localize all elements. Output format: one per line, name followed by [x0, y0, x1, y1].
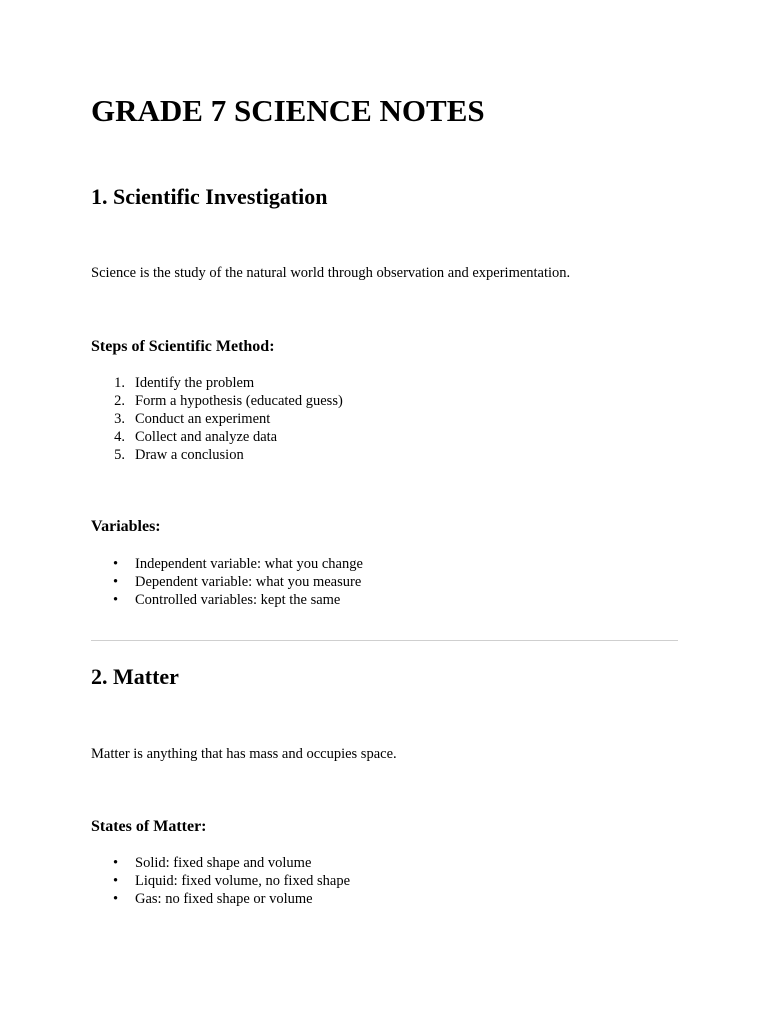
list-item: [91, 573, 363, 591]
section-heading-matter: 2. Matter: [91, 664, 179, 689]
step-text: Form a hypothesis (educated guess): [135, 393, 343, 409]
bullet-icon: •: [113, 891, 119, 907]
bullet-icon: •: [113, 574, 119, 590]
bullet-icon: •: [113, 592, 119, 608]
step-number: 4.: [114, 429, 125, 445]
step-number: 5.: [114, 447, 125, 463]
bullet-icon: •: [113, 855, 119, 871]
list-item: [91, 872, 350, 890]
variable-text: Dependent variable: what you measure: [135, 574, 362, 590]
bullet-icon: •: [113, 556, 119, 572]
variables-list: [91, 555, 363, 609]
step-number: 3.: [114, 411, 125, 427]
variable-text: Controlled variables: kept the same: [135, 592, 341, 608]
section-divider: [91, 640, 678, 641]
science-definition: Science is the study of the natural world through observation and experimentation.: [91, 265, 571, 281]
scientific-method-steps-list: [91, 374, 343, 464]
state-text: Gas: no fixed shape or volume: [135, 891, 313, 907]
steps-heading: Steps of Scientific Method:: [91, 338, 275, 355]
state-text: Liquid: fixed volume, no fixed shape: [135, 873, 351, 889]
step-number: 1.: [114, 375, 125, 391]
step-number: 2.: [114, 393, 125, 409]
step-text: Identify the problem: [135, 375, 255, 391]
matter-definition: Matter is anything that has mass and occupies space.: [91, 746, 397, 762]
variables-heading: Variables:: [91, 518, 161, 535]
list-item: [91, 446, 343, 464]
list-item: [91, 890, 350, 908]
step-text: Draw a conclusion: [135, 447, 244, 463]
list-item: [91, 428, 343, 446]
list-item: [91, 374, 343, 392]
states-heading: States of Matter:: [91, 818, 207, 835]
document-title: GRADE 7 SCIENCE NOTES: [91, 93, 485, 128]
bullet-icon: •: [113, 873, 119, 889]
step-text: Collect and analyze data: [135, 429, 278, 445]
variable-text: Independent variable: what you change: [135, 556, 363, 572]
section-heading-scientific-investigation: 1. Scientific Investigation: [91, 184, 328, 209]
list-item: [91, 591, 363, 609]
list-item: [91, 392, 343, 410]
states-of-matter-list: [91, 854, 350, 908]
list-item: [91, 854, 350, 872]
list-item: [91, 555, 363, 573]
list-item: [91, 410, 343, 428]
step-text: Conduct an experiment: [135, 411, 271, 427]
state-text: Solid: fixed shape and volume: [135, 855, 312, 871]
